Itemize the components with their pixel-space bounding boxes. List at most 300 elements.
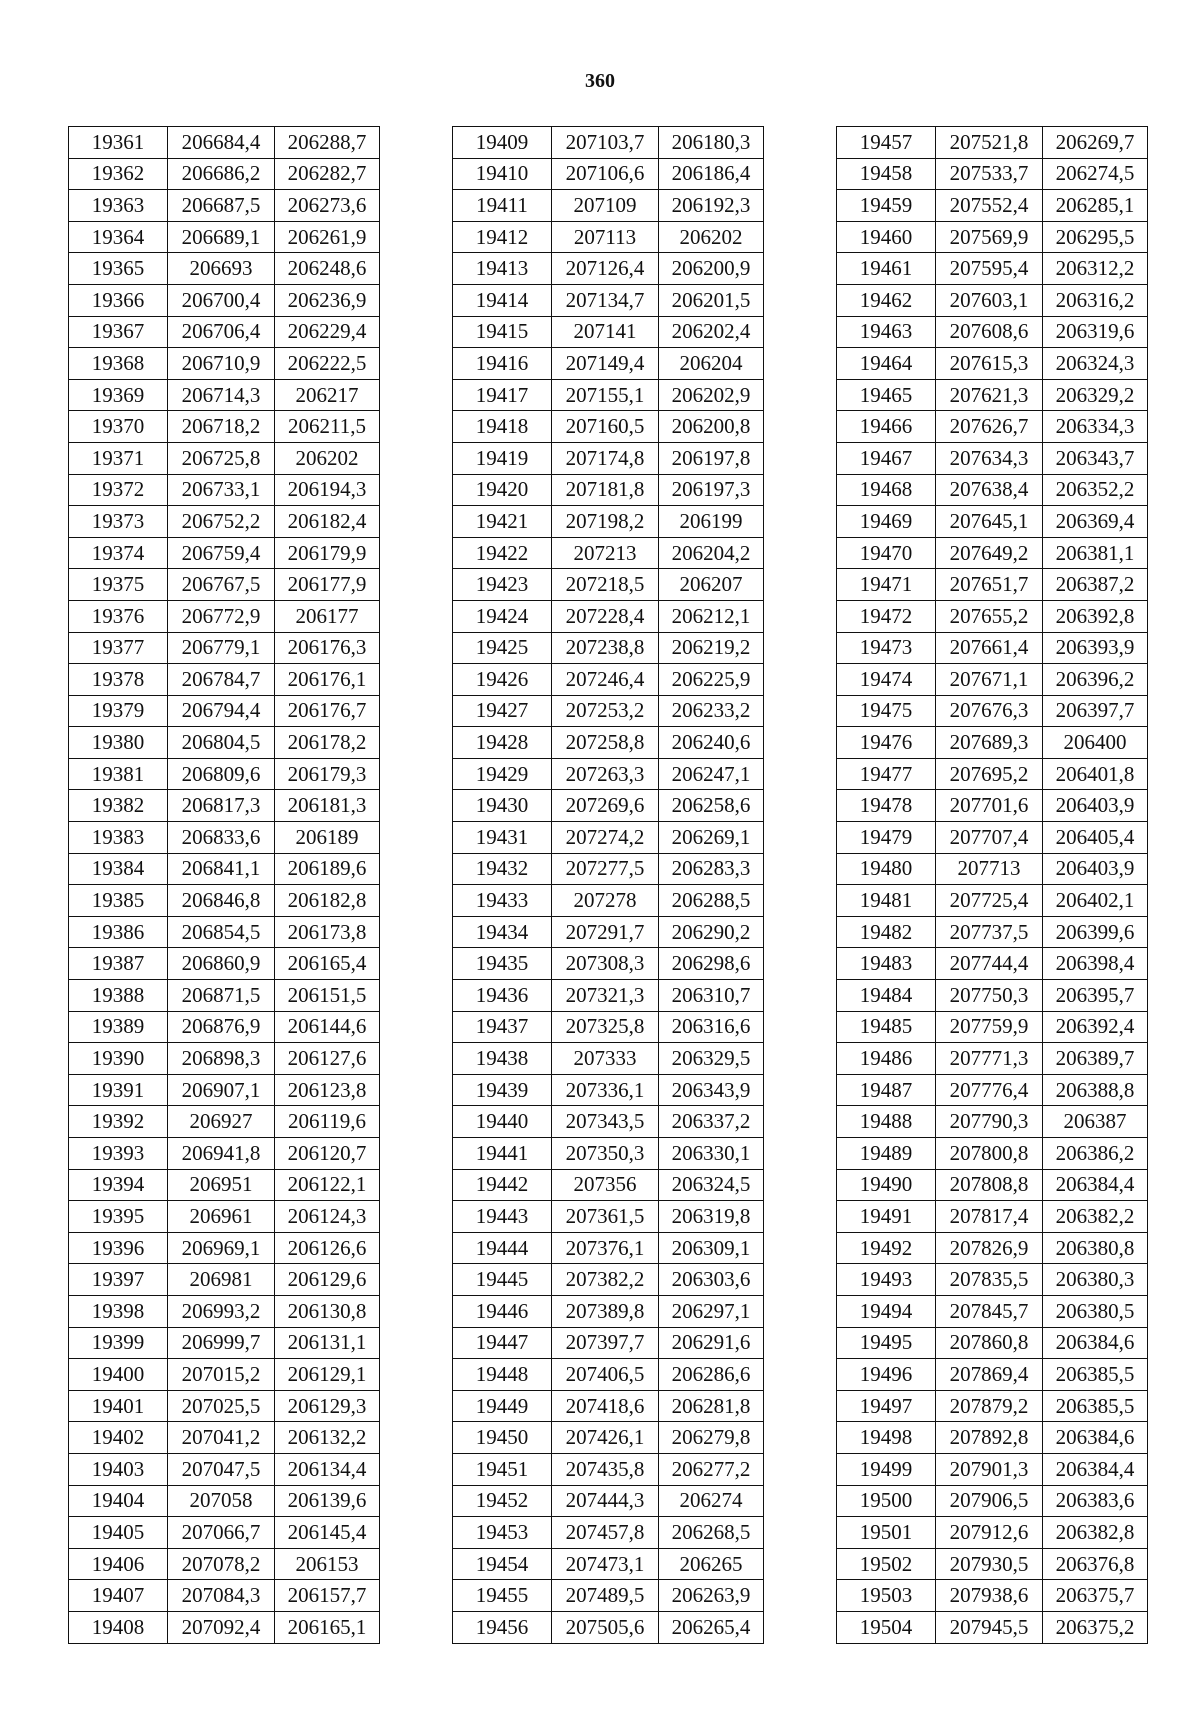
point-number-cell: 19435 [453, 948, 552, 980]
point-number-cell: 19445 [453, 1264, 552, 1296]
table-row [69, 1264, 380, 1296]
y-coordinate-cell: 206269,1 [659, 822, 764, 854]
y-coordinate-cell: 206375,7 [1043, 1580, 1148, 1612]
table-row [69, 127, 380, 159]
y-coordinate-cell: 206181,3 [275, 790, 380, 822]
x-coordinate-cell: 206767,5 [168, 569, 275, 601]
point-number-cell: 19427 [453, 695, 552, 727]
table-row [69, 158, 380, 190]
table-row [837, 1548, 1148, 1580]
x-coordinate-cell: 207790,3 [936, 1106, 1043, 1138]
point-number-cell: 19421 [453, 506, 552, 538]
y-coordinate-cell: 206343,9 [659, 1074, 764, 1106]
point-number-cell: 19365 [69, 253, 168, 285]
y-coordinate-cell: 206383,6 [1043, 1485, 1148, 1517]
point-number-cell: 19395 [69, 1201, 168, 1233]
y-coordinate-cell: 206312,2 [1043, 253, 1148, 285]
table-row [837, 790, 1148, 822]
x-coordinate-cell: 206700,4 [168, 284, 275, 316]
point-number-cell: 19390 [69, 1043, 168, 1075]
point-number-cell: 19432 [453, 853, 552, 885]
x-coordinate-cell: 206969,1 [168, 1232, 275, 1264]
x-coordinate-cell: 206817,3 [168, 790, 275, 822]
point-number-cell: 19493 [837, 1264, 936, 1296]
point-number-cell: 19369 [69, 379, 168, 411]
table-row [453, 1264, 764, 1296]
y-coordinate-cell: 206288,7 [275, 127, 380, 159]
table-row [453, 853, 764, 885]
table-row [69, 727, 380, 759]
table-row [69, 1011, 380, 1043]
table-row [69, 190, 380, 222]
x-coordinate-cell: 207759,9 [936, 1011, 1043, 1043]
point-number-cell: 19417 [453, 379, 552, 411]
x-coordinate-cell: 207435,8 [552, 1453, 659, 1485]
point-number-cell: 19368 [69, 348, 168, 380]
point-number-cell: 19476 [837, 727, 936, 759]
table-row [453, 1232, 764, 1264]
y-coordinate-cell: 206126,6 [275, 1232, 380, 1264]
x-coordinate-cell: 207671,1 [936, 664, 1043, 696]
x-coordinate-cell: 207155,1 [552, 379, 659, 411]
table-row [69, 1580, 380, 1612]
table-row [69, 790, 380, 822]
table-row [69, 980, 380, 1012]
x-coordinate-cell: 207457,8 [552, 1517, 659, 1549]
x-coordinate-cell: 207238,8 [552, 632, 659, 664]
table-row [453, 1327, 764, 1359]
y-coordinate-cell: 206274 [659, 1485, 764, 1517]
point-number-cell: 19444 [453, 1232, 552, 1264]
x-coordinate-cell: 207771,3 [936, 1043, 1043, 1075]
point-number-cell: 19377 [69, 632, 168, 664]
table-row [69, 600, 380, 632]
table-row [453, 664, 764, 696]
table-row [69, 411, 380, 443]
x-coordinate-cell: 207321,3 [552, 980, 659, 1012]
table-row [69, 1138, 380, 1170]
point-number-cell: 19486 [837, 1043, 936, 1075]
x-coordinate-cell: 207246,4 [552, 664, 659, 696]
x-coordinate-cell: 207930,5 [936, 1548, 1043, 1580]
point-number-cell: 19426 [453, 664, 552, 696]
y-coordinate-cell: 206319,8 [659, 1201, 764, 1233]
y-coordinate-cell: 206176,1 [275, 664, 380, 696]
table-row [453, 1074, 764, 1106]
table-row [69, 1074, 380, 1106]
table-row [837, 695, 1148, 727]
point-number-cell: 19366 [69, 284, 168, 316]
y-coordinate-cell: 206384,4 [1043, 1169, 1148, 1201]
point-number-cell: 19397 [69, 1264, 168, 1296]
y-coordinate-cell: 206127,6 [275, 1043, 380, 1075]
x-coordinate-cell: 207835,5 [936, 1264, 1043, 1296]
point-number-cell: 19498 [837, 1422, 936, 1454]
x-coordinate-cell: 207336,1 [552, 1074, 659, 1106]
y-coordinate-cell: 206240,6 [659, 727, 764, 759]
y-coordinate-cell: 206285,1 [1043, 190, 1148, 222]
y-coordinate-cell: 206202 [275, 442, 380, 474]
x-coordinate-cell: 207569,9 [936, 221, 1043, 253]
table-row [69, 664, 380, 696]
table-row [69, 348, 380, 380]
point-number-cell: 19434 [453, 916, 552, 948]
x-coordinate-cell: 207376,1 [552, 1232, 659, 1264]
table-row [453, 695, 764, 727]
x-coordinate-cell: 207134,7 [552, 284, 659, 316]
y-coordinate-cell: 206384,6 [1043, 1327, 1148, 1359]
y-coordinate-cell: 206207 [659, 569, 764, 601]
y-coordinate-cell: 206397,7 [1043, 695, 1148, 727]
table-row [837, 506, 1148, 538]
table-row [453, 506, 764, 538]
y-coordinate-cell: 206310,7 [659, 980, 764, 1012]
table-row [837, 284, 1148, 316]
y-coordinate-cell: 206212,1 [659, 600, 764, 632]
table-row [453, 727, 764, 759]
x-coordinate-cell: 207701,6 [936, 790, 1043, 822]
x-coordinate-cell: 207800,8 [936, 1138, 1043, 1170]
x-coordinate-cell: 207350,3 [552, 1138, 659, 1170]
y-coordinate-cell: 206123,8 [275, 1074, 380, 1106]
point-number-cell: 19376 [69, 600, 168, 632]
table-row [837, 916, 1148, 948]
x-coordinate-cell: 207860,8 [936, 1327, 1043, 1359]
point-number-cell: 19473 [837, 632, 936, 664]
table-row [453, 1517, 764, 1549]
x-coordinate-cell: 206927 [168, 1106, 275, 1138]
table-row [837, 1295, 1148, 1327]
table-row [837, 948, 1148, 980]
point-number-cell: 19392 [69, 1106, 168, 1138]
point-number-cell: 19479 [837, 822, 936, 854]
point-number-cell: 19425 [453, 632, 552, 664]
x-coordinate-cell: 206733,1 [168, 474, 275, 506]
x-coordinate-cell: 207615,3 [936, 348, 1043, 380]
point-number-cell: 19504 [837, 1611, 936, 1643]
x-coordinate-cell: 207737,5 [936, 916, 1043, 948]
y-coordinate-cell: 206274,5 [1043, 158, 1148, 190]
x-coordinate-cell: 207047,5 [168, 1453, 275, 1485]
table-row [837, 158, 1148, 190]
point-number-cell: 19371 [69, 442, 168, 474]
table-row [837, 853, 1148, 885]
x-coordinate-cell: 207149,4 [552, 348, 659, 380]
table-row [69, 1169, 380, 1201]
table-row [837, 190, 1148, 222]
point-number-cell: 19482 [837, 916, 936, 948]
point-number-cell: 19388 [69, 980, 168, 1012]
y-coordinate-cell: 206200,8 [659, 411, 764, 443]
point-number-cell: 19409 [453, 127, 552, 159]
x-coordinate-cell: 207269,6 [552, 790, 659, 822]
y-coordinate-cell: 206222,5 [275, 348, 380, 380]
point-number-cell: 19399 [69, 1327, 168, 1359]
y-coordinate-cell: 206281,8 [659, 1390, 764, 1422]
x-coordinate-cell: 206759,4 [168, 537, 275, 569]
y-coordinate-cell: 206297,1 [659, 1295, 764, 1327]
table-row [453, 1201, 764, 1233]
point-number-cell: 19494 [837, 1295, 936, 1327]
point-number-cell: 19429 [453, 758, 552, 790]
point-number-cell: 19422 [453, 537, 552, 569]
y-coordinate-cell: 206400 [1043, 727, 1148, 759]
y-coordinate-cell: 206192,3 [659, 190, 764, 222]
y-coordinate-cell: 206273,6 [275, 190, 380, 222]
y-coordinate-cell: 206173,8 [275, 916, 380, 948]
y-coordinate-cell: 206176,3 [275, 632, 380, 664]
y-coordinate-cell: 206269,7 [1043, 127, 1148, 159]
point-number-cell: 19462 [837, 284, 936, 316]
y-coordinate-cell: 206385,5 [1043, 1359, 1148, 1391]
table-row [69, 316, 380, 348]
table-row [453, 600, 764, 632]
x-coordinate-cell: 207397,7 [552, 1327, 659, 1359]
table-row [69, 379, 380, 411]
table-row [837, 379, 1148, 411]
table-row [69, 1295, 380, 1327]
y-coordinate-cell: 206176,7 [275, 695, 380, 727]
x-coordinate-cell: 206710,9 [168, 348, 275, 380]
y-coordinate-cell: 206303,6 [659, 1264, 764, 1296]
x-coordinate-cell: 207713 [936, 853, 1043, 885]
x-coordinate-cell: 207274,2 [552, 822, 659, 854]
point-number-cell: 19384 [69, 853, 168, 885]
x-coordinate-cell: 207608,6 [936, 316, 1043, 348]
table-row [837, 1390, 1148, 1422]
point-number-cell: 19488 [837, 1106, 936, 1138]
point-number-cell: 19496 [837, 1359, 936, 1391]
y-coordinate-cell: 206334,3 [1043, 411, 1148, 443]
y-coordinate-cell: 206395,7 [1043, 980, 1148, 1012]
x-coordinate-cell: 207382,2 [552, 1264, 659, 1296]
point-number-cell: 19456 [453, 1611, 552, 1643]
x-coordinate-cell: 206961 [168, 1201, 275, 1233]
point-number-cell: 19439 [453, 1074, 552, 1106]
y-coordinate-cell: 206189,6 [275, 853, 380, 885]
x-coordinate-cell: 207901,3 [936, 1453, 1043, 1485]
y-coordinate-cell: 206396,2 [1043, 664, 1148, 696]
table-row [837, 980, 1148, 1012]
table-row [837, 1580, 1148, 1612]
table-row [69, 695, 380, 727]
y-coordinate-cell: 206376,8 [1043, 1548, 1148, 1580]
table-row [837, 316, 1148, 348]
table-row [69, 1548, 380, 1580]
x-coordinate-cell: 206772,9 [168, 600, 275, 632]
y-coordinate-cell: 206217 [275, 379, 380, 411]
coordinate-table-2 [452, 126, 764, 1644]
point-number-cell: 19459 [837, 190, 936, 222]
table-row [837, 1169, 1148, 1201]
point-number-cell: 19490 [837, 1169, 936, 1201]
point-number-cell: 19475 [837, 695, 936, 727]
x-coordinate-cell: 207938,6 [936, 1580, 1043, 1612]
table-row [453, 1485, 764, 1517]
table-row [69, 948, 380, 980]
table-row [453, 822, 764, 854]
point-number-cell: 19469 [837, 506, 936, 538]
y-coordinate-cell: 206182,8 [275, 885, 380, 917]
point-number-cell: 19440 [453, 1106, 552, 1138]
point-number-cell: 19362 [69, 158, 168, 190]
y-coordinate-cell: 206165,1 [275, 1611, 380, 1643]
point-number-cell: 19374 [69, 537, 168, 569]
x-coordinate-cell: 207595,4 [936, 253, 1043, 285]
x-coordinate-cell: 207634,3 [936, 442, 1043, 474]
y-coordinate-cell: 206319,6 [1043, 316, 1148, 348]
table-row [837, 569, 1148, 601]
point-number-cell: 19401 [69, 1390, 168, 1422]
point-number-cell: 19457 [837, 127, 936, 159]
x-coordinate-cell: 207198,2 [552, 506, 659, 538]
point-number-cell: 19378 [69, 664, 168, 696]
point-number-cell: 19465 [837, 379, 936, 411]
table-row [453, 1295, 764, 1327]
y-coordinate-cell: 206178,2 [275, 727, 380, 759]
x-coordinate-cell: 206693 [168, 253, 275, 285]
x-coordinate-cell: 206779,1 [168, 632, 275, 664]
y-coordinate-cell: 206202 [659, 221, 764, 253]
x-coordinate-cell: 206999,7 [168, 1327, 275, 1359]
table-row [453, 537, 764, 569]
table-row [69, 1327, 380, 1359]
y-coordinate-cell: 206204 [659, 348, 764, 380]
x-coordinate-cell: 206854,5 [168, 916, 275, 948]
table-row [453, 190, 764, 222]
table-row [453, 632, 764, 664]
x-coordinate-cell: 207213 [552, 537, 659, 569]
table-row [69, 885, 380, 917]
point-number-cell: 19447 [453, 1327, 552, 1359]
x-coordinate-cell: 207649,2 [936, 537, 1043, 569]
table-row [69, 1359, 380, 1391]
point-number-cell: 19463 [837, 316, 936, 348]
point-number-cell: 19364 [69, 221, 168, 253]
point-number-cell: 19451 [453, 1453, 552, 1485]
table-row [837, 1074, 1148, 1106]
table-row [837, 1201, 1148, 1233]
y-coordinate-cell: 206298,6 [659, 948, 764, 980]
y-coordinate-cell: 206388,8 [1043, 1074, 1148, 1106]
y-coordinate-cell: 206392,8 [1043, 600, 1148, 632]
page-number: 360 [585, 70, 615, 92]
x-coordinate-cell: 207078,2 [168, 1548, 275, 1580]
table-row [837, 1138, 1148, 1170]
table-row [69, 1422, 380, 1454]
point-number-cell: 19385 [69, 885, 168, 917]
table-row [837, 1327, 1148, 1359]
table-row [69, 537, 380, 569]
table-row [453, 1548, 764, 1580]
y-coordinate-cell: 206219,2 [659, 632, 764, 664]
point-number-cell: 19453 [453, 1517, 552, 1549]
point-number-cell: 19396 [69, 1232, 168, 1264]
y-coordinate-cell: 206290,2 [659, 916, 764, 948]
x-coordinate-cell: 207228,4 [552, 600, 659, 632]
y-coordinate-cell: 206194,3 [275, 474, 380, 506]
point-number-cell: 19414 [453, 284, 552, 316]
point-number-cell: 19471 [837, 569, 936, 601]
point-number-cell: 19477 [837, 758, 936, 790]
x-coordinate-cell: 207750,3 [936, 980, 1043, 1012]
table-row [69, 284, 380, 316]
y-coordinate-cell: 206204,2 [659, 537, 764, 569]
point-number-cell: 19379 [69, 695, 168, 727]
x-coordinate-cell: 207343,5 [552, 1106, 659, 1138]
y-coordinate-cell: 206139,6 [275, 1485, 380, 1517]
table-row [69, 916, 380, 948]
x-coordinate-cell: 207906,5 [936, 1485, 1043, 1517]
table-row [69, 1232, 380, 1264]
y-coordinate-cell: 206129,3 [275, 1390, 380, 1422]
y-coordinate-cell: 206375,2 [1043, 1611, 1148, 1643]
table-row [837, 1264, 1148, 1296]
x-coordinate-cell: 207356 [552, 1169, 659, 1201]
y-coordinate-cell: 206236,9 [275, 284, 380, 316]
x-coordinate-cell: 206752,2 [168, 506, 275, 538]
y-coordinate-cell: 206247,1 [659, 758, 764, 790]
y-coordinate-cell: 206279,8 [659, 1422, 764, 1454]
point-number-cell: 19499 [837, 1453, 936, 1485]
y-coordinate-cell: 206316,2 [1043, 284, 1148, 316]
table-row [69, 632, 380, 664]
point-number-cell: 19443 [453, 1201, 552, 1233]
x-coordinate-cell: 207084,3 [168, 1580, 275, 1612]
point-number-cell: 19441 [453, 1138, 552, 1170]
point-number-cell: 19402 [69, 1422, 168, 1454]
point-number-cell: 19418 [453, 411, 552, 443]
y-coordinate-cell: 206387,2 [1043, 569, 1148, 601]
x-coordinate-cell: 206941,8 [168, 1138, 275, 1170]
point-number-cell: 19367 [69, 316, 168, 348]
y-coordinate-cell: 206197,3 [659, 474, 764, 506]
table-row [69, 758, 380, 790]
point-number-cell: 19467 [837, 442, 936, 474]
y-coordinate-cell: 206129,1 [275, 1359, 380, 1391]
point-number-cell: 19416 [453, 348, 552, 380]
point-number-cell: 19436 [453, 980, 552, 1012]
point-number-cell: 19492 [837, 1232, 936, 1264]
table-row [453, 379, 764, 411]
x-coordinate-cell: 207041,2 [168, 1422, 275, 1454]
x-coordinate-cell: 207845,7 [936, 1295, 1043, 1327]
point-number-cell: 19480 [837, 853, 936, 885]
y-coordinate-cell: 206233,2 [659, 695, 764, 727]
y-coordinate-cell: 206179,3 [275, 758, 380, 790]
point-number-cell: 19455 [453, 1580, 552, 1612]
point-number-cell: 19394 [69, 1169, 168, 1201]
y-coordinate-cell: 206144,6 [275, 1011, 380, 1043]
y-coordinate-cell: 206180,3 [659, 127, 764, 159]
point-number-cell: 19412 [453, 221, 552, 253]
x-coordinate-cell: 207521,8 [936, 127, 1043, 159]
y-coordinate-cell: 206153 [275, 1548, 380, 1580]
point-number-cell: 19448 [453, 1359, 552, 1391]
point-number-cell: 19481 [837, 885, 936, 917]
x-coordinate-cell: 207253,2 [552, 695, 659, 727]
point-number-cell: 19380 [69, 727, 168, 759]
y-coordinate-cell: 206385,5 [1043, 1390, 1148, 1422]
y-coordinate-cell: 206122,1 [275, 1169, 380, 1201]
y-coordinate-cell: 206199 [659, 506, 764, 538]
x-coordinate-cell: 206804,5 [168, 727, 275, 759]
x-coordinate-cell: 206706,4 [168, 316, 275, 348]
table-row [837, 537, 1148, 569]
point-number-cell: 19500 [837, 1485, 936, 1517]
x-coordinate-cell: 207651,7 [936, 569, 1043, 601]
x-coordinate-cell: 207826,9 [936, 1232, 1043, 1264]
